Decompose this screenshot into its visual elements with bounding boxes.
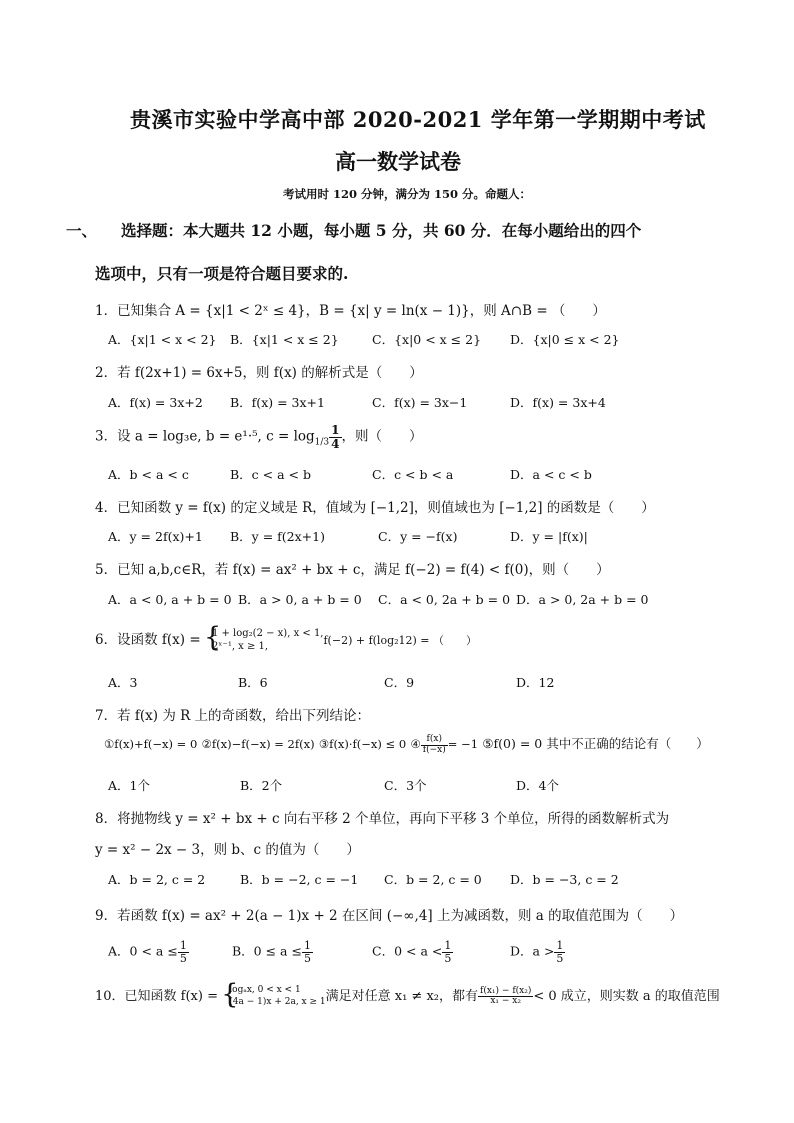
- question-8-option-b: B．b = −2, c = −1: [240, 872, 359, 887]
- question-10-stem: [95, 985, 720, 1008]
- exam-subtitle: 高一数学试卷: [335, 149, 461, 174]
- question-9-option-d: D．a > $\frac{1}{5}$: [510, 939, 564, 965]
- question-3-option-d: D．a < c < b: [510, 467, 592, 482]
- question-4-stem: 4．已知函数 y = f(x) 的定义域是 R，值域为 [−1,2]，则值域也为 [−1,2] 的函数是（ ）: [95, 500, 655, 516]
- section-heading-line2: 选项中，只有一项是符合题目要求的.: [95, 264, 349, 283]
- question-6-option-c: C．9: [384, 675, 415, 690]
- section-heading-line1: 选择题：本大题共 12 小题，每小题 5 分，共 60 分．在每小题给出的四个: [121, 221, 642, 240]
- question-5-option-a: A．a < 0, a + b = 0: [108, 592, 232, 607]
- question-9-option-b: B．0 ≤ a ≤ $\frac{1}{5}$: [232, 939, 311, 965]
- question-10-stem-end: < 0 成立，则实数 a 的取值范围: [533, 989, 720, 1004]
- question-3-stem-end: ，则（ ）: [341, 428, 423, 445]
- question-7-item-5: ⑤f(0) = 0 其中不正确的结论有（ ）: [482, 736, 709, 751]
- question-6-stem-end: f(−2) + f(log₂12) = （ ）: [323, 634, 478, 647]
- question-5-option-d: D．a > 0, 2a + b = 0: [516, 592, 649, 607]
- question-9-stem: 9．若函数 f(x) = ax² + 2(a − 1)x + 2 在区间 (−∞,4] 上为减函数，则 a 的取值范围为（ ）: [95, 908, 684, 924]
- question-7-item-4: ④ $\frac{f(x)}{f(-x)}$ = −1: [410, 734, 479, 755]
- question-6-option-b: B．6: [238, 675, 268, 690]
- question-8-stem-line1: 8．将抛物线 y = x² + bx + c 向右平移 2 个单位，再向下平移 3 个单位，所得的函数解析式为: [95, 811, 670, 827]
- question-3-option-a: A．b < a < c: [108, 467, 189, 482]
- question-4-option-a: A．y = 2f(x)+1: [108, 529, 203, 544]
- question-7-option-d: D．4个: [516, 778, 559, 793]
- question-6-option-a: A．3: [108, 675, 138, 690]
- exam-info: 考试用时 120 分钟，满分为 150 分。命题人：: [283, 187, 532, 201]
- question-3-option-c: C．c < b < a: [372, 467, 454, 482]
- question-2-option-c: C．f(x) = 3x−1: [372, 395, 468, 410]
- question-5-option-c: C．a < 0, 2a + b = 0: [378, 592, 511, 607]
- question-7-option-c: C．3个: [384, 778, 427, 793]
- question-1-option-d: D．{x|0 ≤ x < 2}: [510, 332, 620, 347]
- question-4-option-c: C．y = −f(x): [378, 529, 458, 544]
- question-8-option-d: D．b = −3, c = 2: [510, 872, 619, 887]
- question-7-item-2: ②f(x)−f(−x) = 2f(x): [201, 737, 315, 751]
- question-10-stem-middle: 满足对任意 x₁ ≠ x₂，都有: [325, 989, 479, 1004]
- question-6-stem: [95, 628, 477, 653]
- question-2-option-b: B．f(x) = 3x+1: [230, 395, 325, 410]
- question-7-option-b: B．2个: [240, 778, 283, 793]
- question-1-option-b: B．{x|1 < x ≤ 2}: [230, 332, 339, 347]
- question-6-stem-text: 6．设函数 f(x) =: [95, 632, 201, 648]
- question-1-option-a: A．{x|1 < x < 2}: [108, 332, 217, 347]
- question-2-stem: 2．若 f(2x+1) = 6x+5，则 f(x) 的解析式是（ ）: [95, 365, 423, 381]
- question-6-piecewise: { 1 + log₂(2 − x), x < 1, 2ˣ⁻¹, x ≥ 1,: [205, 628, 324, 653]
- question-7-item-3: ③f(x)·f(−x) ≤ 0: [318, 737, 407, 751]
- question-5-option-b: B．a > 0, a + b = 0: [238, 592, 362, 607]
- question-5-stem: 5．已知 a,b,c∈R，若 f(x) = ax² + bx + c，满足 f(−2) = f(4) < f(0)，则（ ）: [95, 562, 610, 578]
- question-3-stem: [95, 424, 423, 450]
- question-4-option-d: D．y = |f(x)|: [510, 529, 588, 544]
- question-2-option-a: A．f(x) = 3x+2: [108, 395, 203, 410]
- question-1-option-c: C．{x|0 < x ≤ 2}: [372, 332, 482, 347]
- question-8-option-a: A．b = 2, c = 2: [108, 872, 206, 887]
- section-number: 一、: [66, 221, 98, 240]
- question-7-stem: 7．若 f(x) 为 R 上的奇函数，给出下列结论：: [95, 708, 371, 724]
- question-4-option-b: B．y = f(2x+1): [230, 529, 325, 544]
- question-8-stem-line2: y = x² − 2x − 3，则 b、c 的值为（ ）: [95, 842, 360, 858]
- question-7-statements: [104, 734, 709, 755]
- question-9-option-a: A．0 < a ≤ $\frac{1}{5}$: [108, 939, 187, 965]
- question-8-option-c: C．b = 2, c = 0: [384, 872, 482, 887]
- question-10-fraction: $\frac{\text{f(x₁) − f(x₂)}}{\text{x₁ − x₂}}$: [480, 985, 532, 1006]
- question-3-stem-text: 3．设 a = log₃e, b = e¹·⁵, c = log: [95, 428, 315, 445]
- question-3-log-base: 1/3: [314, 437, 330, 448]
- question-10-stem-text: 10．已知函数 f(x) =: [95, 989, 218, 1004]
- question-3-option-b: B．c < a < b: [230, 467, 311, 482]
- question-7-item-1: ①f(x)+f(−x) = 0: [104, 737, 198, 751]
- question-10-piecewise: { logₐx, 0 < x < 1 (4a − 1)x + 2a, x ≥ 1: [222, 985, 325, 1008]
- exam-title: 贵溪市实验中学高中部 2020-2021 学年第一学期期中考试: [130, 107, 706, 132]
- question-3-fraction: $\frac{1}{4}$: [331, 423, 340, 451]
- question-6-option-d: D．12: [516, 675, 555, 690]
- question-7-option-a: A．1个: [108, 778, 150, 793]
- question-1-stem: 1．已知集合 A = {x|1 < 2ˣ ≤ 4}，B = {x| y = ln(x − 1)}，则 A∩B = （ ）: [95, 303, 606, 319]
- question-9-option-c: C．0 < a < $\frac{1}{5}$: [372, 939, 452, 965]
- question-2-option-d: D．f(x) = 3x+4: [510, 395, 606, 410]
